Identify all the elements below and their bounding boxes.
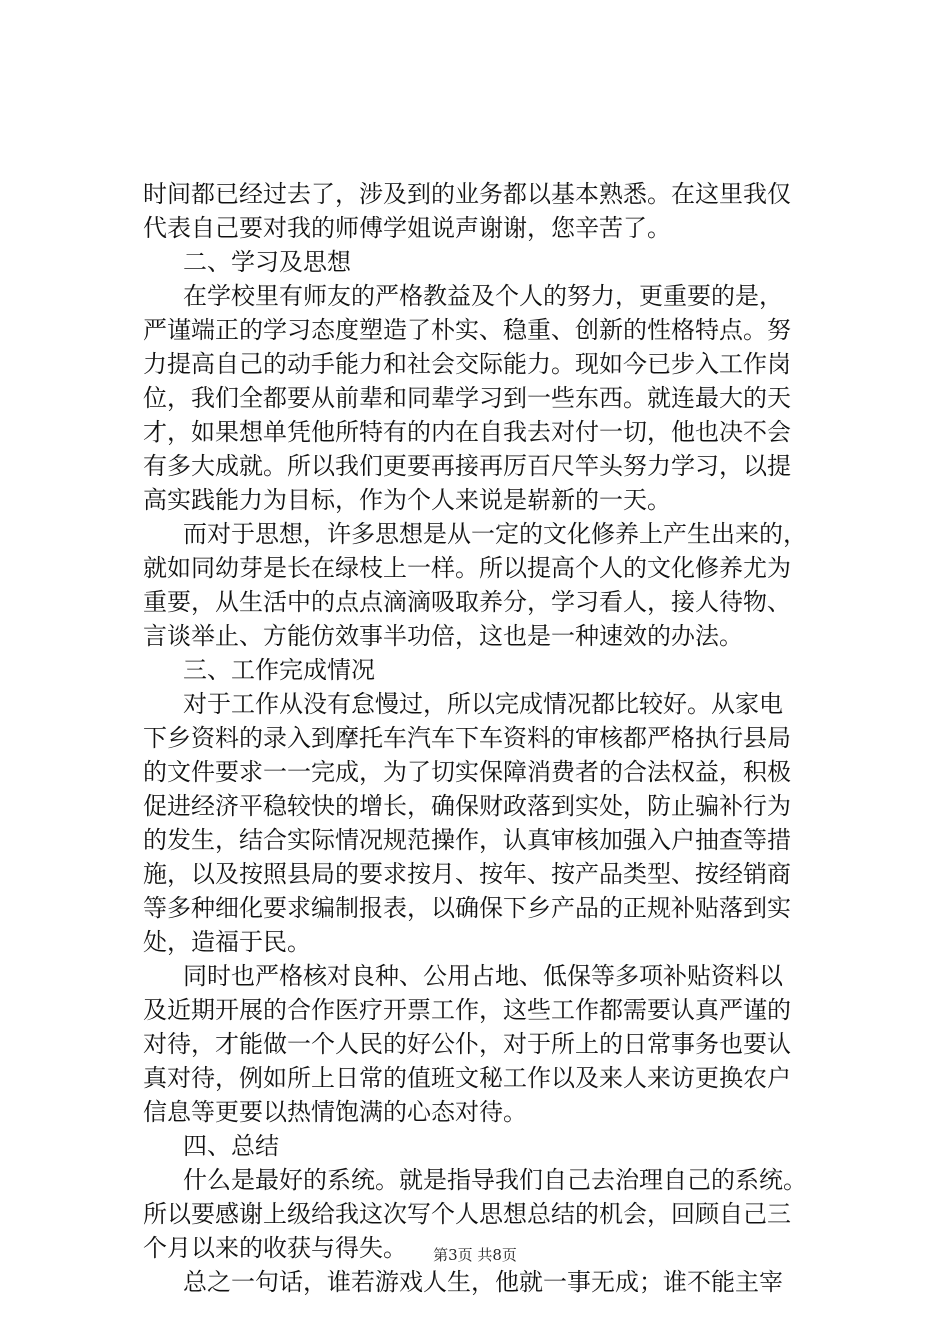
text-line: 下乡资料的录入到摩托车汽车下车资料的审核都严格执行县局 <box>143 724 791 752</box>
text-line: 有多大成就。所以我们更要再接再厉百尺竿头努力学习，以提 <box>143 452 791 480</box>
text-line: 的发生，结合实际情况规范操作，认真审核加强入户抽查等措 <box>143 826 791 854</box>
text-line: 总之一句话，谁若游戏人生，他就一事无成；谁不能主宰 <box>183 1268 783 1296</box>
text-line: 二、学习及思想 <box>183 248 351 276</box>
text-line: 在学校里有师友的严格教益及个人的努力，更重要的是， <box>183 282 783 310</box>
text-line: 所以要感谢上级给我这次写个人思想总结的机会，回顾自己三 <box>143 1200 791 1228</box>
text-line: 位，我们全都要从前辈和同辈学习到一些东西。就连最大的天 <box>143 384 791 412</box>
text-line: 高实践能力为目标，作为个人来说是崭新的一天。 <box>143 486 671 514</box>
text-line: 对待，才能做一个人民的好公仆，对于所上的日常事务也要认 <box>143 1030 791 1058</box>
document-body <box>143 177 823 1299</box>
text-line: 力提高自己的动手能力和社会交际能力。现如今已步入工作岗 <box>143 350 791 378</box>
text-line: 代表自己要对我的师傅学姐说声谢谢，您辛苦了。 <box>143 214 671 242</box>
text-line: 什么是最好的系统。就是指导我们自己去治理自己的系统。 <box>183 1166 807 1194</box>
text-line: 对于工作从没有怠慢过，所以完成情况都比较好。从家电 <box>183 690 783 718</box>
text-line: 等多种细化要求编制报表，以确保下乡产品的正规补贴落到实 <box>143 894 791 922</box>
text-line: 及近期开展的合作医疗开票工作，这些工作都需要认真严谨的 <box>143 996 791 1024</box>
text-line: 四、总结 <box>183 1132 279 1160</box>
text-line: 就如同幼芽是长在绿枝上一样。所以提高个人的文化修养尤为 <box>143 554 791 582</box>
text-line: 三、工作完成情况 <box>183 656 375 684</box>
text-line: 重要，从生活中的点点滴滴吸取养分，学习看人，接人待物、 <box>143 588 791 616</box>
text-line: 真对待，例如所上日常的值班文秘工作以及来人来访更换农户 <box>143 1064 791 1092</box>
page-number: 第3页 共8页 <box>433 1246 517 1264</box>
text-line: 施，以及按照县局的要求按月、按年、按产品类型、按经销商 <box>143 860 791 888</box>
text-line: 时间都已经过去了，涉及到的业务都以基本熟悉。在这里我仅 <box>143 180 791 208</box>
text-line: 言谈举止、方能仿效事半功倍，这也是一种速效的办法。 <box>143 622 743 650</box>
text-line: 处，造福于民。 <box>143 928 311 956</box>
text-line: 严谨端正的学习态度塑造了朴实、稳重、创新的性格特点。努 <box>143 316 791 344</box>
text-line: 促进经济平稳较快的增长，确保财政落到实处，防止骗补行为 <box>143 792 791 820</box>
text-line: 才，如果想单凭他所特有的内在自我去对付一切，他也决不会 <box>143 418 791 446</box>
text-line: 个月以来的收获与得失。 <box>143 1234 407 1262</box>
text-line: 而对于思想，许多思想是从一定的文化修养上产生出来的， <box>183 520 807 548</box>
text-line: 同时也严格核对良种、公用占地、低保等多项补贴资料以 <box>183 962 783 990</box>
text-line: 的文件要求一一完成，为了切实保障消费者的合法权益，积极 <box>143 758 791 786</box>
text-line: 信息等更要以热情饱满的心态对待。 <box>143 1098 527 1126</box>
